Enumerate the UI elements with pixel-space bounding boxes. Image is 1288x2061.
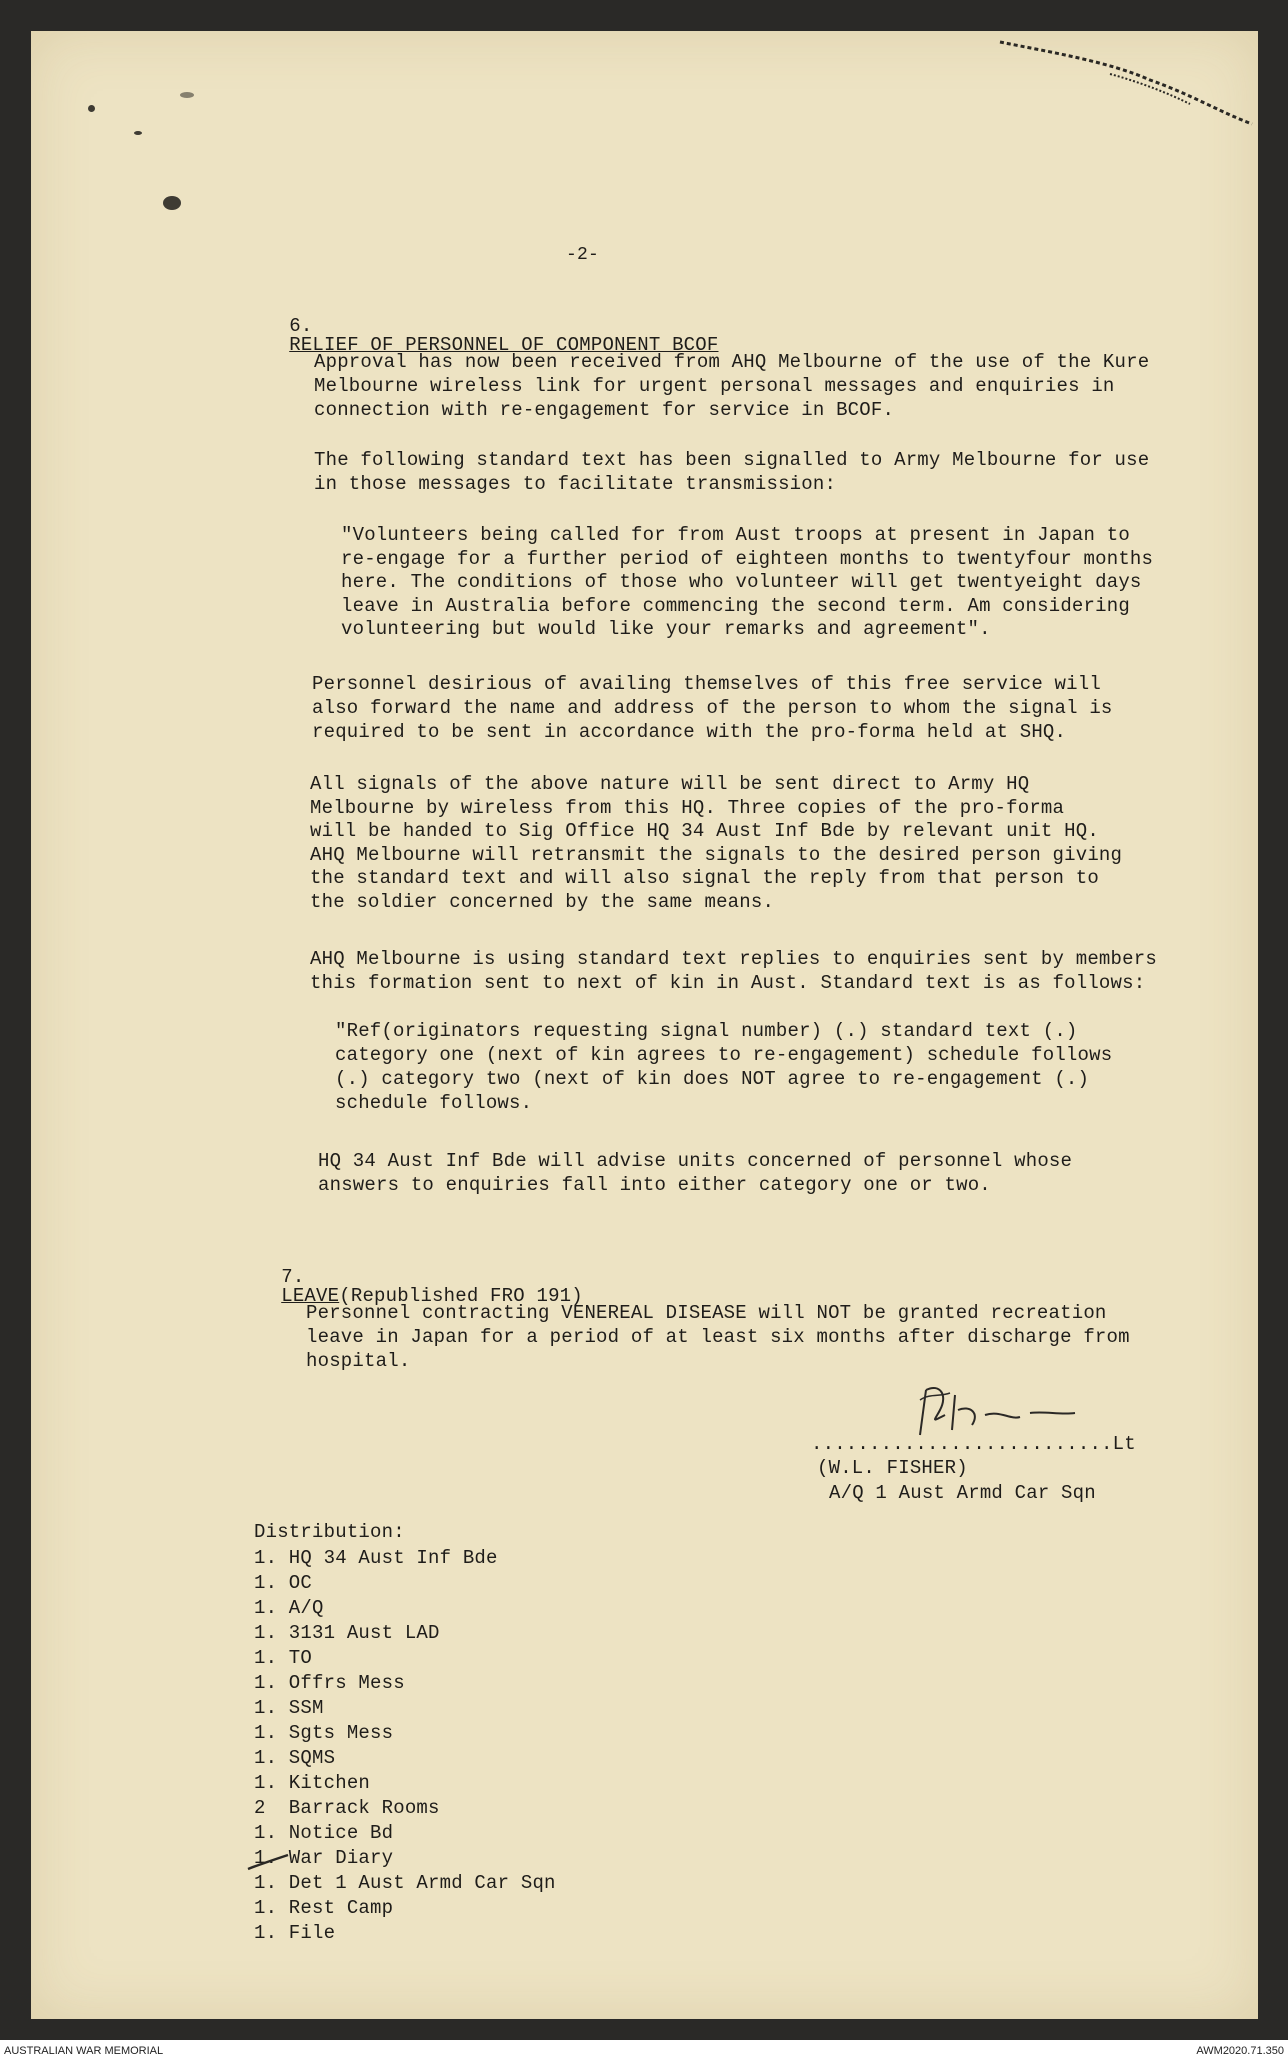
distribution-item-line: 1. SQMS xyxy=(254,1747,336,1769)
distribution-item-line: 2 Barrack Rooms xyxy=(254,1797,440,1819)
section6-para5-line: AHQ Melbourne is using standard text replies to enquiries sent by members xyxy=(310,948,1157,970)
ink-mark xyxy=(180,92,194,98)
distribution-item-line: 1. SSM xyxy=(254,1697,324,1719)
section6-para4-line: the soldier concerned by the same means. xyxy=(310,890,775,913)
archive-name: AUSTRALIAN WAR MEMORIAL xyxy=(4,2045,164,2057)
section7-title-suffix: (Republished FRO 191) xyxy=(339,1285,583,1307)
section6-para3-line: Personnel desirious of availing themselves of this free service will xyxy=(312,673,1101,695)
distribution-item-line: 1. HQ 34 Aust Inf Bde xyxy=(254,1547,498,1569)
stamp-scribble xyxy=(990,32,1260,132)
distribution-item-line: 1. Sgts Mess xyxy=(254,1722,394,1744)
handwritten-tick xyxy=(244,1851,292,1879)
signatory-name: (W.L. FISHER) xyxy=(817,1457,968,1479)
section6-heading xyxy=(266,298,719,355)
section6-quote1-line: here. The conditions of those who volunteer will get twentyeight days xyxy=(341,571,1142,593)
page-number: -2- xyxy=(566,245,600,265)
signatory-title: A/Q 1 Aust Armd Car Sqn xyxy=(829,1482,1096,1504)
section6-quote1-line: leave in Australia before commencing the second term. Am considering xyxy=(341,594,1130,617)
section6-para4-line: will be handed to Sig Office HQ 34 Aust Inf Bde by relevant unit HQ. xyxy=(310,820,1099,842)
section6-para4-line: AHQ Melbourne will retransmit the signals to the desired person giving xyxy=(310,843,1123,866)
section6-para1-line: connection with re-engagement for service in BCOF. xyxy=(314,399,895,421)
distribution-item-line: 1. File xyxy=(254,1922,336,1944)
section6-quote1-line: volunteering but would like your remarks and agreement". xyxy=(341,618,991,640)
section6-para4-line: All signals of the above nature will be sent direct to Army HQ xyxy=(310,773,1030,795)
signature-dots-line: ..........................Lt xyxy=(811,1433,1136,1455)
section7-para-line: Personnel contracting VENEREAL DISEASE will NOT be granted recreation xyxy=(306,1302,1107,1324)
distribution-item-line: 1. OC xyxy=(254,1572,313,1594)
section6-quote2-line: (.) category two (next of kin does NOT agree to re-engagement (.) xyxy=(335,1068,1090,1090)
section6-quote2-line: category one (next of kin agrees to re-engagement) schedule follows xyxy=(335,1044,1113,1066)
distribution-item-line: 1. Notice Bd xyxy=(254,1822,394,1844)
section7-heading xyxy=(258,1249,583,1306)
distribution-item-line: 1. Offrs Mess xyxy=(254,1672,405,1694)
section6-para6-line: answers to enquiries fall into either category one or two. xyxy=(318,1174,991,1196)
distribution-item-line: 1. 3131 Aust LAD xyxy=(254,1622,440,1644)
distribution-item-line: 1. War Diary xyxy=(254,1847,394,1869)
distribution-item-line: 1. TO xyxy=(254,1647,313,1669)
section6-para3-line: required to be sent in accordance with the pro-forma held at SHQ. xyxy=(312,721,1067,743)
distribution-item-line: 1. Det 1 Aust Armd Car Sqn xyxy=(254,1872,556,1894)
section6-quote1-line: re-engage for a further period of eighteen months to twentyfour months xyxy=(341,547,1154,570)
section6-title: RELIEF OF PERSONNEL OF COMPONENT BCOF xyxy=(289,334,719,356)
section6-para1-line: Approval has now been received from AHQ Melbourne of the use of the Kure xyxy=(314,351,1150,373)
section6-para2-line: The following standard text has been signalled to Army Melbourne for use xyxy=(314,449,1150,471)
ink-mark xyxy=(134,131,142,135)
section6-para3-line: also forward the name and address of the person to whom the signal is xyxy=(312,697,1113,719)
section6-number: 6. xyxy=(289,315,313,337)
ink-mark xyxy=(88,105,95,112)
section6-para2-line: in those messages to facilitate transmission: xyxy=(314,473,837,495)
section7-para-line: hospital. xyxy=(306,1350,411,1372)
ink-mark xyxy=(163,196,181,210)
archive-footer xyxy=(0,2040,1288,2061)
distribution-label: Distribution: xyxy=(254,1521,405,1543)
section6-quote2-line: schedule follows. xyxy=(335,1092,533,1114)
section6-para5-line: this formation sent to next of kin in Aust. Standard text is as follows: xyxy=(310,972,1146,994)
distribution-item-line: 1. A/Q xyxy=(254,1597,324,1619)
distribution-item-line: 1. Kitchen xyxy=(254,1772,371,1794)
section6-quote2-line: "Ref(originators requesting signal number) (.) standard text (.) xyxy=(335,1020,1078,1042)
distribution-item-line: 1. Rest Camp xyxy=(254,1897,394,1919)
section7-number: 7. xyxy=(281,1266,305,1288)
section6-para4-line: Melbourne by wireless from this HQ. Three copies of the pro-forma xyxy=(310,796,1065,819)
archive-reference: AWM2020.71.350 xyxy=(1196,2045,1284,2057)
section7-title: LEAVE xyxy=(281,1285,340,1307)
section6-para4-line: the standard text and will also signal the reply from that person to xyxy=(310,867,1099,889)
section6-quote1-line: "Volunteers being called for from Aust troops at present in Japan to xyxy=(341,524,1130,546)
section7-para-line: leave in Japan for a period of at least six months after discharge from xyxy=(306,1326,1130,1348)
section6-para6-line: HQ 34 Aust Inf Bde will advise units concerned of personnel whose xyxy=(318,1150,1073,1172)
section6-para1-line: Melbourne wireless link for urgent personal messages and enquiries in xyxy=(314,375,1115,397)
